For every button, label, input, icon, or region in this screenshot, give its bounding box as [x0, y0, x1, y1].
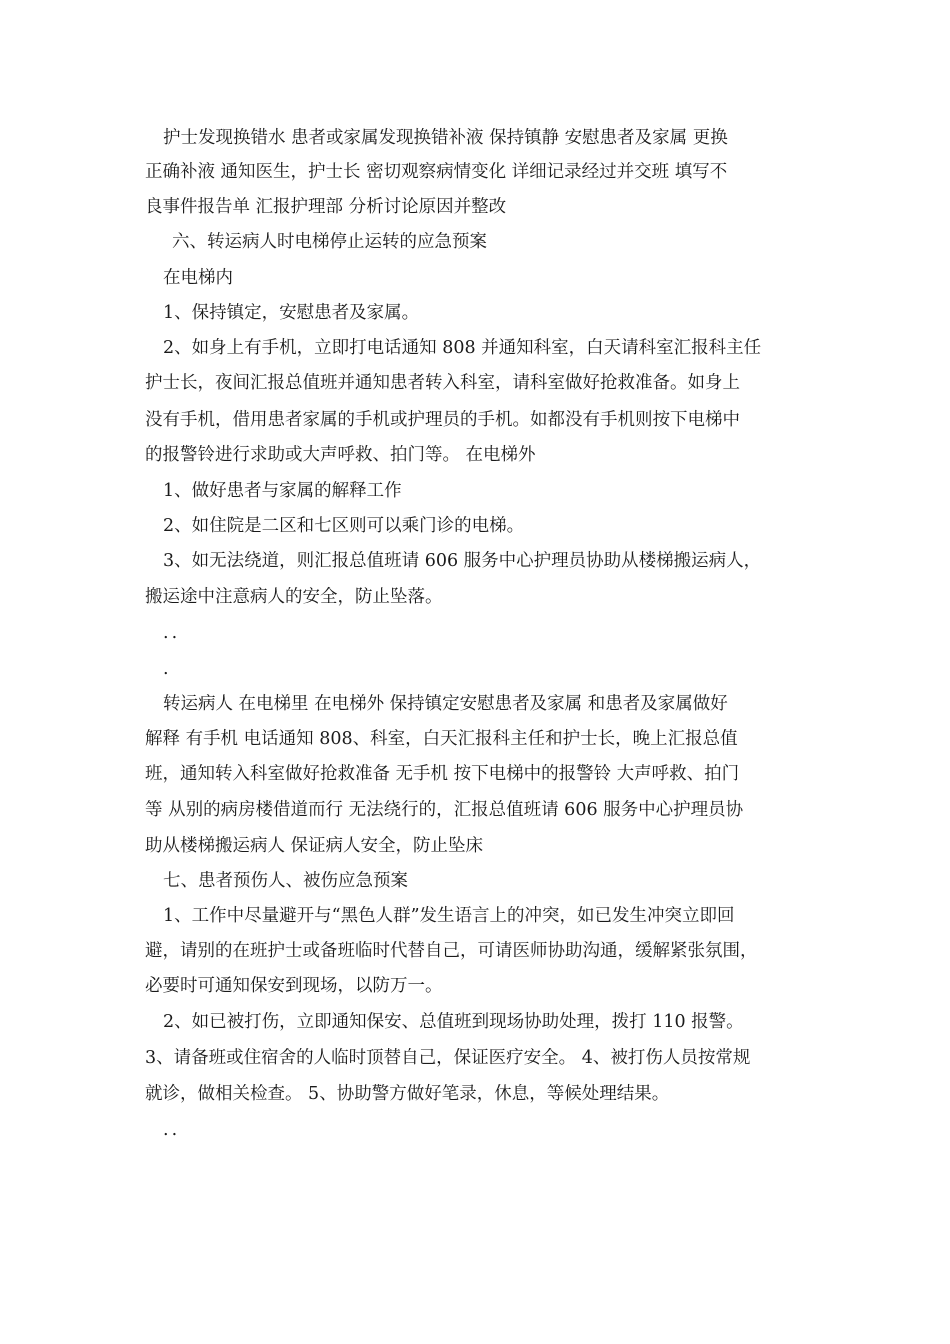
text-line: 没有手机，借用患者家属的手机或护理员的手机。如都没有手机则按下电梯中 [145, 410, 740, 430]
text-line: 1、工作中尽量避开与“黑色人群”发生语言上的冲突，如已发生冲突立即回 [163, 906, 735, 926]
section-heading: 七、患者预伤人、被伤应急预案 [163, 871, 408, 891]
dot-separator: . [163, 659, 172, 679]
text-line: 2、如住院是二区和七区则可以乘门诊的电梯。 [163, 516, 525, 536]
text-line: 护士发现换错水 患者或家属发现换错补液 保持镇静 安慰患者及家属 更换 [163, 128, 728, 148]
text-line: 2、如身上有手机，立即打电话通知 808 并通知科室，白天请科室汇报科主任 [163, 338, 762, 358]
text-line: 解释 有手机 电话通知 808、科室，白天汇报科主任和护士长，晚上汇报总值 [145, 729, 738, 749]
section-heading: 六、转运病人时电梯停止运转的应急预案 [172, 232, 487, 252]
text-line: 等 从别的病房楼借道而行 无法绕行的，汇报总值班请 606 服务中心护理员协 [145, 800, 744, 820]
dot-separator: .. [163, 623, 181, 643]
text-line: 3、如无法绕道，则汇报总值班请 606 服务中心护理员协助从楼梯搬运病人， [163, 551, 762, 571]
text-line: 良事件报告单 汇报护理部 分析讨论原因并整改 [145, 197, 507, 217]
text-line: 搬运途中注意病人的安全，防止坠落。 [145, 587, 443, 607]
text-line: 2、如已被打伤，立即通知保安、总值班到现场协助处理，拨打 110 报警。 [163, 1012, 744, 1032]
text-line: 的报警铃进行求助或大声呼救、拍门等。 在电梯外 [145, 445, 536, 465]
text-line: 转运病人 在电梯里 在电梯外 保持镇定安慰患者及家属 和患者及家属做好 [163, 694, 728, 714]
text-line: 避，请别的在班护士或备班临时代替自己，可请医师协助沟通，缓解紧张氛围， [145, 941, 758, 961]
text-line: 护士长，夜间汇报总值班并通知患者转入科室，请科室做好抢救准备。如身上 [145, 373, 740, 393]
text-line: 就诊，做相关检查。 5、协助警方做好笔录，休息，等候处理结果。 [145, 1084, 670, 1104]
text-line: 1、保持镇定，安慰患者及家属。 [163, 303, 420, 323]
subheading: 在电梯内 [163, 268, 233, 288]
text-line: 必要时可通知保安到现场，以防万一。 [145, 976, 443, 996]
text-line: 3、请备班或住宿舍的人临时顶替自己，保证医疗安全。 4、被打伤人员按常规 [145, 1048, 751, 1068]
dot-separator: .. [163, 1120, 181, 1140]
text-line: 正确补液 通知医生，护士长 密切观察病情变化 详细记录经过并交班 填写不 [145, 162, 728, 182]
text-line: 班，通知转入科室做好抢救准备 无手机 按下电梯中的报警铃 大声呼救、拍门 [145, 764, 740, 784]
text-line: 1、做好患者与家属的解释工作 [163, 481, 402, 501]
text-line: 助从楼梯搬运病人 保证病人安全，防止坠床 [145, 836, 484, 856]
